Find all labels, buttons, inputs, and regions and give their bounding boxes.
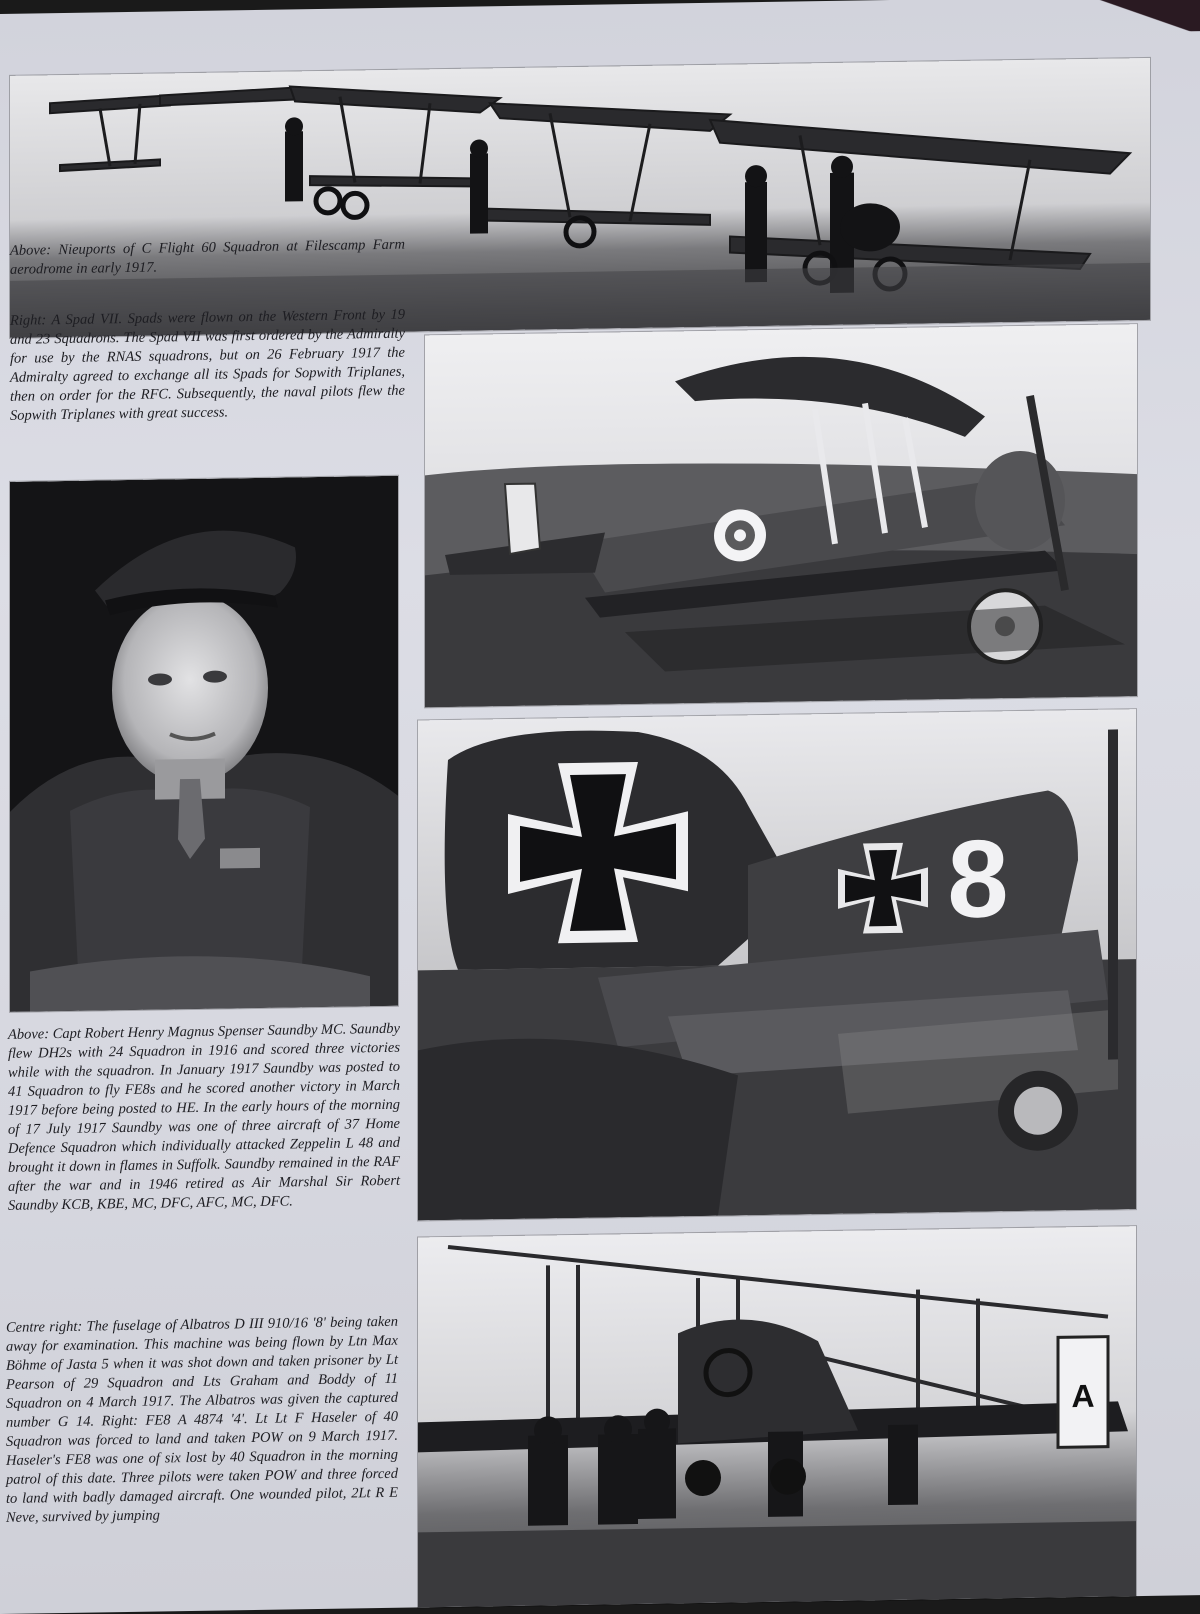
photo-fe8	[418, 1226, 1136, 1607]
photo-albatros-fuselage	[418, 709, 1136, 1220]
albatros-number-marking: 8	[947, 817, 1009, 942]
photo-nieuport-lineup	[10, 58, 1150, 338]
page-corner-shadow	[1030, 0, 1200, 34]
fe8-code-marking: A	[1071, 1377, 1095, 1415]
caption-saundby: Above: Capt Robert Henry Magnus Spenser Saundby MC. Saundby flew DH2s with 24 Squadron in 1916 and scored three victories while with the squadron. In January 1917 Saundby was posted to 41 Squadron to fly FE8s and he scored another victory in March 1917 before being posted to HE. In the early hours of the morning of 17 July 1917 Saundby was one of three aircraft of 37 Home Defence Squadron which individually attacked Zeppelin L 48 and brought it down in flames in Suffolk. Saundby remained in the RAF after the war and in 1946 retired as Air Marshal Sir Robert Saundby KCB, KBE, MC, DFC, AFC, MC, DFC.	[8, 1020, 400, 1214]
photo-portrait-saundby	[10, 476, 398, 1012]
caption-nieuports: Above: Nieuports of C Flight 60 Squadron at Filescamp Farm aerodrome in early 1917.	[10, 236, 405, 278]
caption-albatros-fe8: Centre right: The fuselage of Albatros D III 910/16 '8' being taken away for examination. This machine was being flown by Ltn Max Böhme of Jasta 5 when it was shot down and taken prisoner by Lt Pearson of 29 Squadron and Lts Graham and Boddy of 11 Squadron on 4 March 1917. The Albatros was given the captured number G 14. Right: FE8 A 4874 '4'. Lt Lt F Haseler of 40 Squadron was forced to land and taken POW on 9 March 1917. Haseler's FE8 was one of six lost by 40 Squadron in the morning patrol of this date. Three pilots were taken POW and three forced to land with badly damaged aircraft. One wounded pilot, 2Lt R E Neve, survived by jumping	[6, 1313, 398, 1526]
photo-spad-vii	[425, 324, 1137, 707]
caption-spad: Right: A Spad VII. Spads were flown on the Western Front by 19 and 23 Squadrons. The Spad VII was first ordered by the Admiralty for use by the RNAS squadrons, but on 26 February 1917 the Admiralty agreed to exchange all its Spads for Sopwith Triplanes, then on order for the RFC. Subsequently, the naval pilots flew the Sopwith Triplanes with great success.	[10, 306, 405, 424]
